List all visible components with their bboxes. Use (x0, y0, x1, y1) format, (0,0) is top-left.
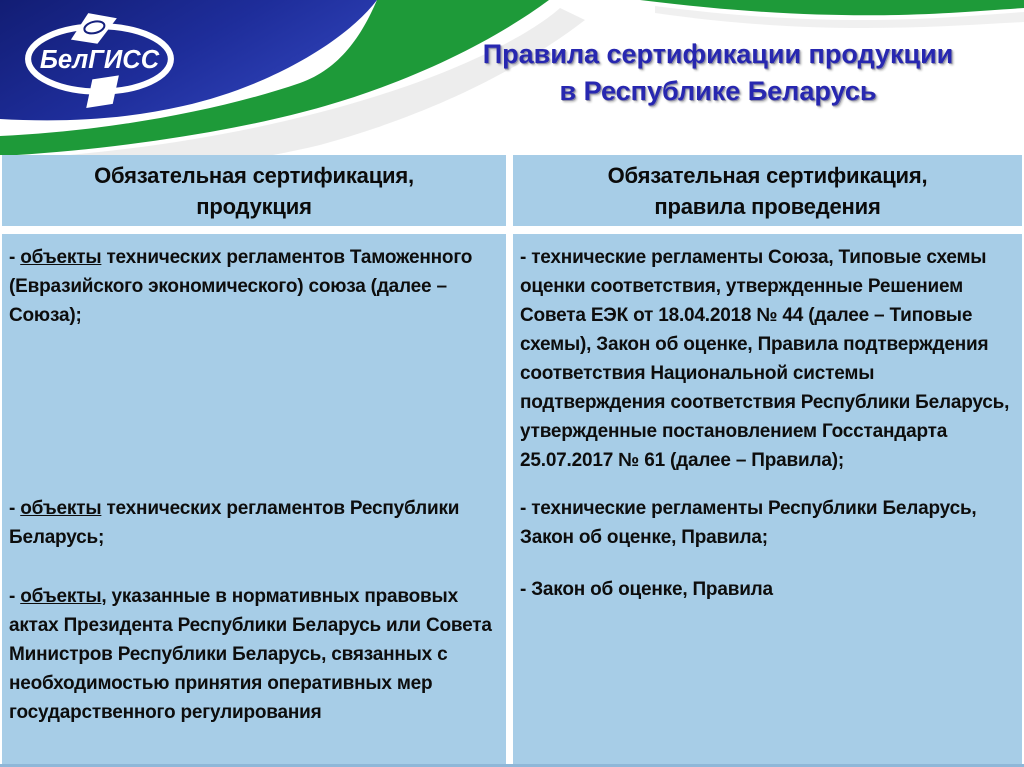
slide-title-line1: Правила сертификации продукции (482, 39, 954, 69)
logo-bottom-emblem (86, 75, 119, 108)
table-body-row (0, 234, 1024, 764)
column-header-products (2, 155, 506, 226)
logo-text: БелГИСС (39, 46, 160, 75)
item-text: технических регламентов Таможенного (Евразийского экономического) союза (далее – Союза); (9, 247, 473, 326)
list-item (9, 582, 501, 727)
item-text: , указанные в нормативных правовых актах Президента Республики Беларусь или Совета Министров Республики Беларусь, связанных с необходимостью принятия оперативных мер государственного регулирования (9, 586, 492, 723)
list-item: - Закон об оценке, Правила (520, 579, 773, 600)
column-header-line: продукция (196, 193, 312, 219)
slide-title (420, 36, 1016, 110)
rules-cell (513, 234, 1022, 764)
list-item: - технические регламенты Республики Беларусь, Закон об оценке, Правила; (520, 498, 977, 548)
slide-header (0, 0, 1024, 155)
item-text: технических регламентов Республики Беларусь; (9, 498, 460, 548)
column-header-rules (513, 155, 1022, 226)
item-underlined-word: объекты (20, 498, 102, 519)
list-item (9, 243, 501, 330)
products-cell (2, 234, 506, 764)
column-header-line: правила проведения (654, 193, 881, 219)
column-header-line: Обязательная сертификация, (607, 162, 928, 188)
item-underlined-word: объекты (20, 586, 102, 607)
item-dash: - (9, 247, 21, 268)
list-item (9, 494, 501, 552)
belgiss-logo (20, 8, 180, 110)
item-underlined-word: объекты (20, 247, 102, 268)
slide-title-line2: в Республике Беларусь (559, 76, 877, 106)
column-header-line: Обязательная сертификация, (94, 162, 414, 188)
item-dash: - (9, 498, 21, 519)
list-item: - технические регламенты Союза, Типовые схемы оценки соответствия, утвержденные Решением Совета ЕЭК от 18.04.2018 № 44 (далее – Типовые схемы), Закон об оценке, Правила подтверждения соответствия Национальной системы подтверждения соответствия Республики Беларусь, утвержденные постановлением Госстандарта 25.07.2017 № 61 (далее – Правила); (520, 247, 1010, 471)
item-dash: - (9, 586, 21, 607)
certification-table (0, 155, 1024, 767)
table-header-row (0, 155, 1024, 226)
